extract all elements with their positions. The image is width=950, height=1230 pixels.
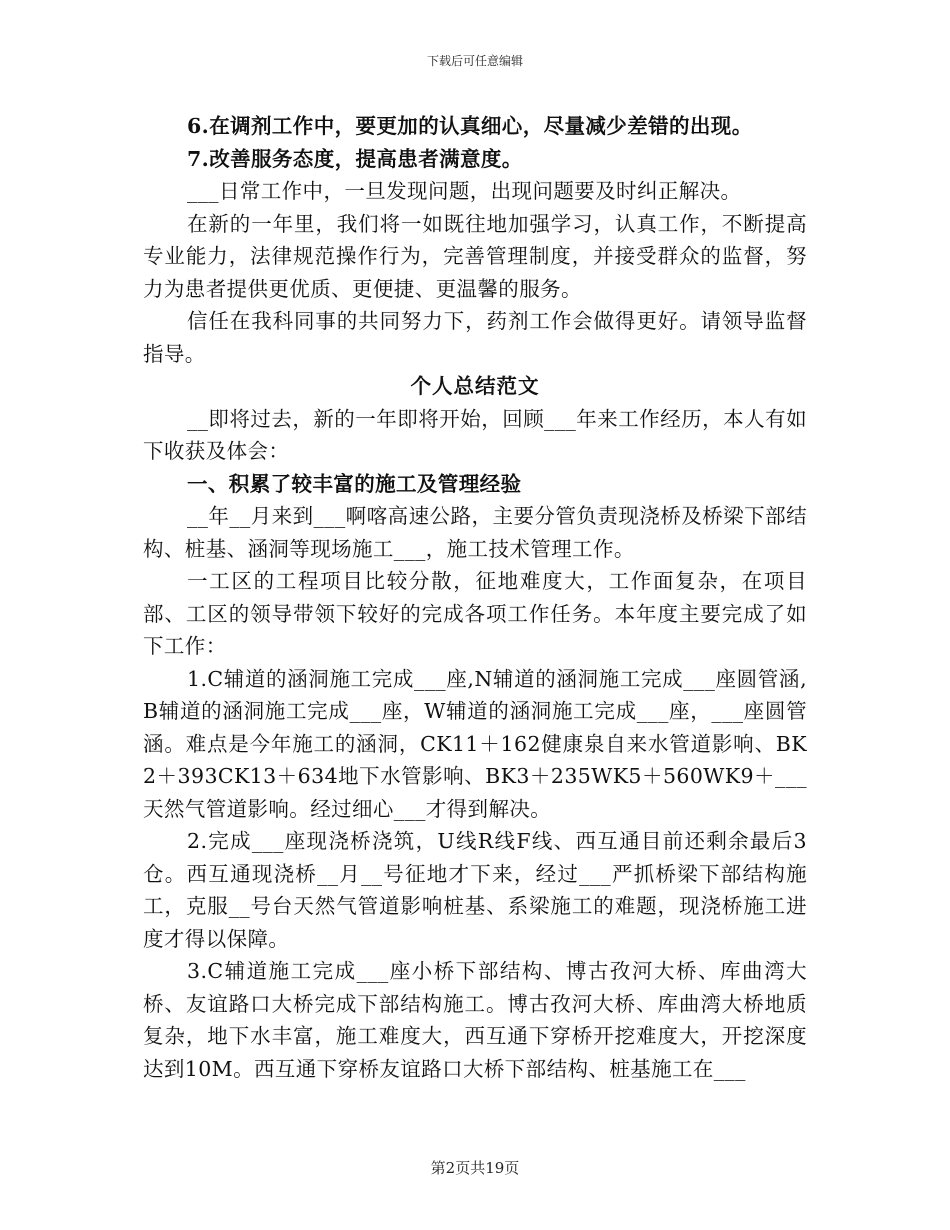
paragraph-trust: 信任在我科同事的共同努力下，药剂工作会做得更好。请领导监督指导。: [143, 309, 807, 366]
page-number: 第2页共19页: [430, 1159, 520, 1177]
list-item-3: 3.C辅道施工完成___座小桥下部结构、博古孜河大桥、库曲湾大桥、友谊路口大桥完成下部结构施工。博古孜河大桥、库曲湾大桥地质复杂，地下水丰富，施工难度大，西互通下穿桥开挖难度大，开挖深度达到10M。西互通下穿桥友谊路口大桥下部结构、桩基施工在___: [143, 959, 807, 1081]
heading-experience: 一、积累了较丰富的施工及管理经验: [187, 471, 522, 496]
page-header: 下载后可任意编辑: [426, 54, 523, 68]
item-7: 7.改善服务态度，提高患者满意度。: [187, 146, 523, 171]
list-item-1: 1.C辅道的涵洞施工完成___座,N辅道的涵洞施工完成___座圆管涵,B辅道的涵洞施工完成___座，W辅道的涵洞施工完成___座，___座圆管涵。难点是今年施工的涵洞，CK11＋162健康泉自来水管道影响、BK2＋393CK13＋634地下水管影响、BK3＋235WK5＋560WK9＋___天然气管道影响。经过细心___才得到解决。: [143, 666, 807, 821]
section-title: 个人总结范文: [410, 374, 540, 398]
paragraph-daily-work: ___日常工作中，一旦发现问题，出现问题要及时纠正解决。: [187, 179, 742, 203]
paragraph-intro: __即将过去，新的一年即将开始，回顾___年来工作经历，本人有如下收获及体会：: [143, 406, 807, 463]
item-6: 6.在调剂工作中，要更加的认真细心，尽量减少差错的出现。: [187, 114, 753, 138]
list-item-2: 2.完成___座现浇桥浇筑，U线R线F线、西互通目前还剩余最后3仓。西互通现浇桥__月__号征地才下来，经过___严抓桥梁下部结构施工，克服__号台天然气管道影响桩基、系梁施工的难题，现浇桥施工进度才得以保障。: [143, 829, 807, 951]
document-body: [143, 110, 807, 1085]
paragraph-arrival: __年__月来到___啊喀高速公路，主要分管负责现浇桥及桥梁下部结构、桩基、涵洞等现场施工___，施工技术管理工作。: [143, 504, 807, 561]
paragraph-work-area: 一工区的工程项目比较分散，征地难度大，工作面复杂，在项目部、工区的领导带领下较好的完成各项工作任务。本年度主要完成了如下工作：: [143, 569, 807, 658]
paragraph-new-year: 在新的一年里，我们将一如既往地加强学习，认真工作，不断提高专业能力，法律规范操作行为，完善管理制度，并接受群众的监督，努力为患者提供更优质、更便捷、更温馨的服务。: [143, 211, 807, 301]
